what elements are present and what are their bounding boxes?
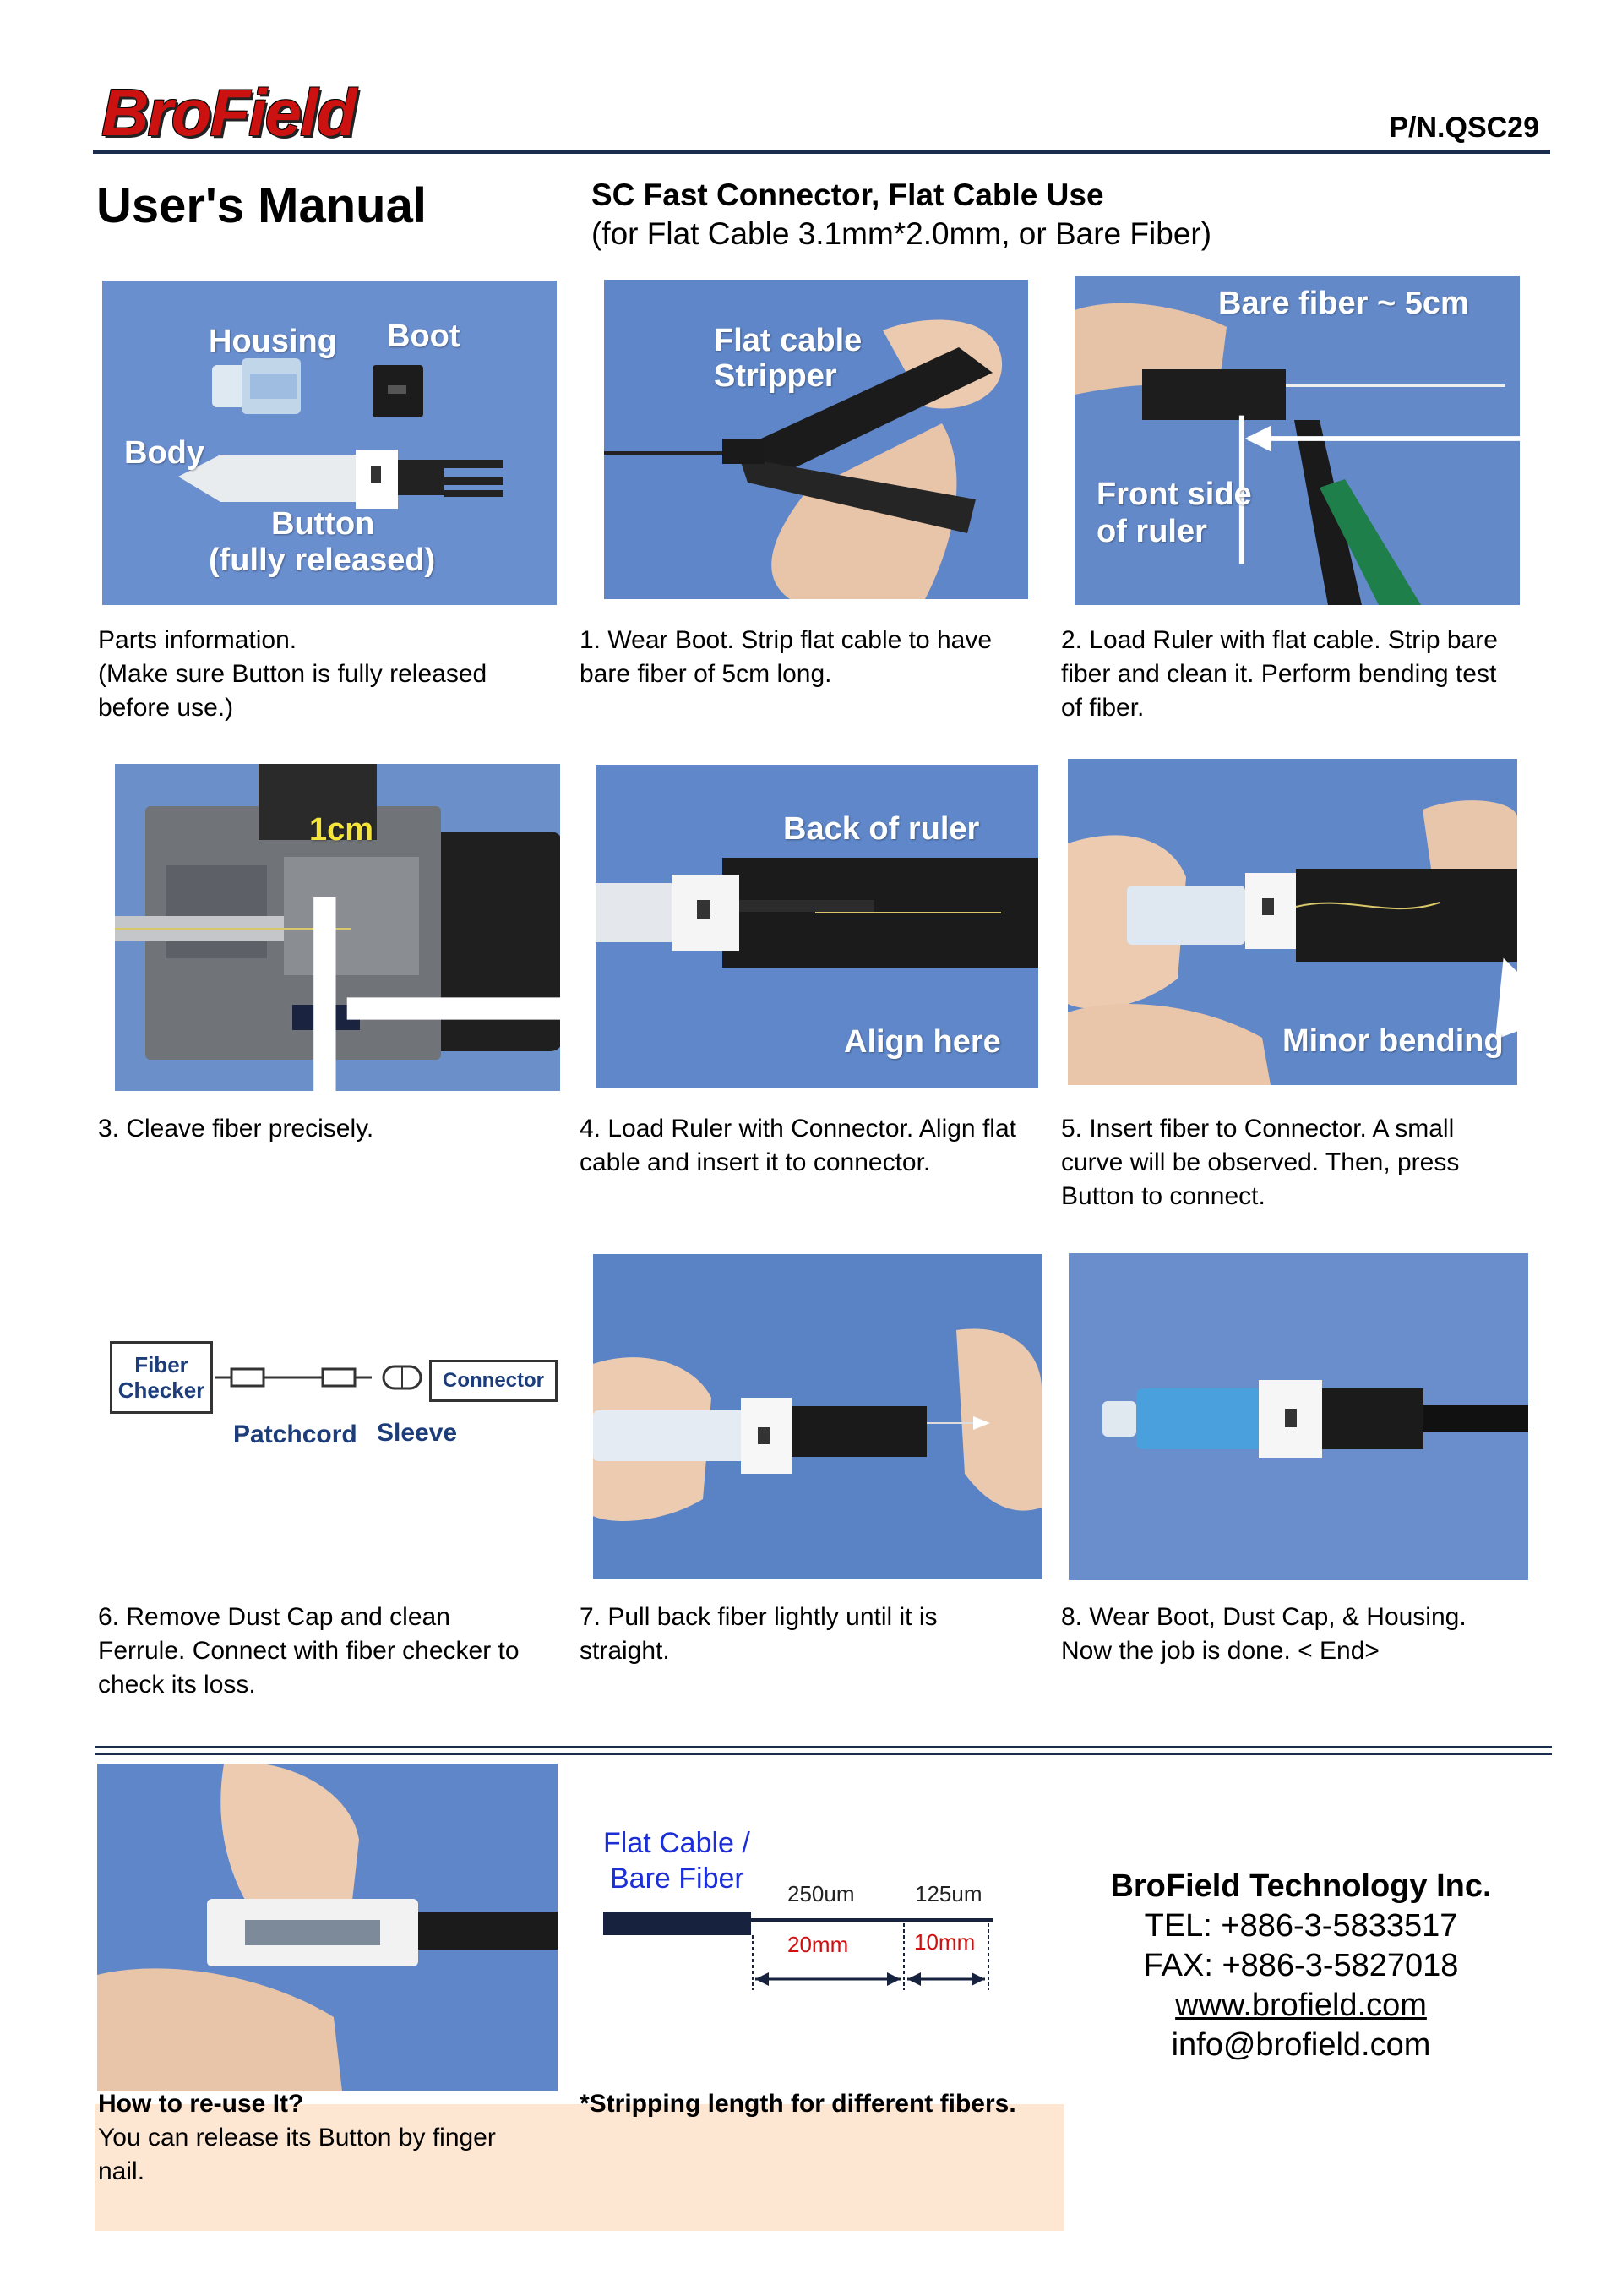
reuse-note — [98, 2087, 496, 2189]
finished-connector-photo — [1069, 1253, 1528, 1580]
fiber-checker-diagram — [108, 1339, 564, 1449]
fiber-checker-box — [110, 1341, 213, 1414]
caption-step-1 — [580, 624, 1053, 691]
brofield-logo: BroField — [101, 75, 356, 150]
caption-step-8 — [1061, 1601, 1534, 1668]
caption-step-2 — [1061, 624, 1534, 725]
cleaver-photo — [115, 764, 560, 1091]
stripping-note: *Stripping length for different fibers. — [580, 2090, 1016, 2118]
body-label: Body — [124, 435, 204, 471]
product-title: SC Fast Connector, Flat Cable Use — [591, 177, 1104, 212]
company-fax: FAX: +886-3-5827018 — [1143, 1948, 1459, 1983]
reuse-text-line: nail. — [98, 2157, 145, 2185]
arrow-icon — [1340, 950, 1517, 1085]
caption-line: of fiber. — [1061, 694, 1145, 722]
caption-line: 5. Insert fiber to Connector. A small — [1061, 1115, 1455, 1143]
company-website-link[interactable]: www.brofield.com — [1175, 1988, 1427, 2023]
caption-line: before use.) — [98, 694, 234, 722]
page-title: User's Manual — [96, 178, 427, 233]
boot-label: Boot — [387, 319, 460, 354]
header-rule — [93, 150, 1550, 154]
strip-title-line1: Flat Cable / — [603, 1827, 750, 1859]
of-ruler-label: of ruler — [1097, 514, 1207, 549]
caption-step-4 — [580, 1112, 1053, 1180]
stripper-label: Stripper — [714, 358, 837, 394]
company-tel: TEL: +886-3-5833517 — [1144, 1908, 1458, 1944]
length-20mm-label: 20mm — [787, 1932, 849, 1957]
caption-line: fiber and clean it. Perform bending test — [1061, 660, 1497, 688]
one-cm-label: 1cm — [309, 812, 374, 848]
caption-line: Parts information. — [98, 626, 297, 654]
caption-line: cable and insert it to connector. — [580, 1148, 931, 1176]
company-email[interactable]: info@brofield.com — [1171, 2027, 1431, 2063]
ruler-front-photo — [1075, 276, 1520, 605]
caption-line: (Make sure Button is fully released — [98, 660, 487, 688]
strip-diagram-title — [603, 1825, 750, 1896]
caption-step-5 — [1061, 1112, 1534, 1213]
caption-step-7 — [580, 1601, 1053, 1668]
sleeve-label: Sleeve — [377, 1419, 458, 1447]
length-10mm-label: 10mm — [914, 1929, 976, 1955]
button-label: Button — [271, 506, 375, 542]
caption-line: 7. Pull back fiber lightly until it is — [580, 1603, 938, 1631]
caption-line: curve will be observed. Then, press — [1061, 1148, 1460, 1176]
caption-line: straight. — [580, 1637, 670, 1665]
pull-back-photo — [593, 1254, 1042, 1579]
parts-photo — [102, 281, 557, 605]
caption-line: 4. Load Ruler with Connector. Align flat — [580, 1115, 1016, 1143]
minor-bending-label: Minor bending — [1282, 1023, 1504, 1059]
caption-line: check its loss. — [98, 1671, 256, 1699]
align-here-label: Align here — [844, 1024, 1001, 1060]
company-name: BroField Technology Inc. — [1110, 1868, 1492, 1904]
back-of-ruler-label: Back of ruler — [783, 811, 980, 847]
patchcord-icon — [215, 1356, 426, 1399]
caption-line: 3. Cleave fiber precisely. — [98, 1115, 374, 1143]
stripper-photo — [604, 280, 1028, 599]
arrow-icon — [925, 432, 1028, 599]
housing-label: Housing — [209, 324, 337, 359]
product-subtitle: (for Flat Cable 3.1mm*2.0mm, or Bare Fiber) — [591, 216, 1212, 251]
front-side-label: Front side — [1097, 477, 1252, 512]
part-number: P/N.QSC29 — [1389, 112, 1539, 144]
caption-line: 8. Wear Boot, Dust Cap, & Housing. — [1061, 1603, 1467, 1631]
patchcord-label: Patchcord — [233, 1421, 357, 1448]
reuse-title: How to re-use It? — [98, 2090, 304, 2118]
dimension-arrow-icon — [1235, 325, 1520, 605]
caption-line: 2. Load Ruler with flat cable. Strip bare — [1061, 626, 1498, 654]
caption-line: Ferrule. Connect with fiber checker to — [98, 1637, 520, 1665]
strip-title-line2: Bare Fiber — [610, 1862, 744, 1895]
caption-line: 1. Wear Boot. Strip flat cable to have — [580, 626, 993, 654]
connector-box: Connector — [429, 1360, 558, 1402]
caption-step-6 — [98, 1601, 571, 1702]
button-released-label: (fully released) — [209, 543, 436, 578]
bare-fiber-label: Bare fiber ~ 5cm — [1218, 286, 1469, 321]
arrow-icon — [959, 949, 1038, 1088]
caption-line: Now the job is done. < End> — [1061, 1637, 1380, 1665]
checker-label: Checker — [117, 1377, 205, 1403]
section-divider — [95, 1746, 1552, 1755]
caption-line: 6. Remove Dust Cap and clean — [98, 1603, 450, 1631]
insert-fiber-photo — [1068, 759, 1517, 1085]
ruler-back-photo — [596, 765, 1038, 1088]
caption-line: Button to connect. — [1061, 1182, 1265, 1210]
dimension-arrow-icon — [302, 845, 560, 1091]
caption-line: bare fiber of 5cm long. — [580, 660, 832, 688]
caption-parts — [98, 624, 571, 725]
flat-cable-label: Flat cable — [714, 323, 863, 358]
diameter-250-label: 250um — [787, 1881, 855, 1906]
reuse-photo — [97, 1764, 558, 2091]
caption-step-3 — [98, 1112, 571, 1146]
fiber-label: Fiber — [134, 1352, 188, 1377]
diameter-125-label: 125um — [915, 1881, 982, 1906]
reuse-text-line: You can release its Button by finger — [98, 2124, 496, 2151]
